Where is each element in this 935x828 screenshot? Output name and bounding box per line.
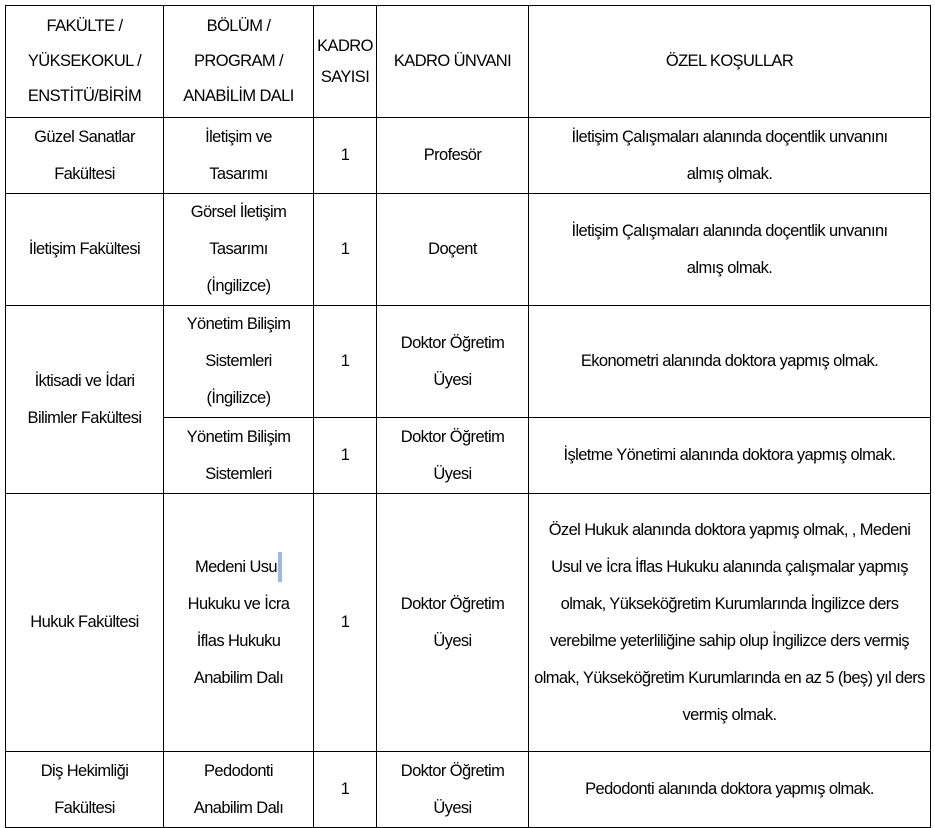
header-conditions: ÖZEL KOŞULLAR <box>529 6 931 118</box>
conditions-cell: Özel Hukuk alanında doktora yapmış olmak, , Medeni Usul ve İcra İflas Hukuku alanında çalışmalar yapmış olmak, Yükseköğretim Kurumlarında İngilizce ders verebilme yeterliliğine sahip olup İngilizce ders vermiş olmak, Yükseköğretim Kurumlarında en az 5 (beş) yıl ders vermiş olmak. <box>529 494 931 752</box>
program-cell: Pedodonti Anabilim Dalı <box>164 752 314 828</box>
count-cell: 1 <box>314 194 377 306</box>
title-cell: Doktor Öğretim Üyesi <box>377 306 529 418</box>
header-row <box>6 6 931 118</box>
conditions-cell: İletişim Çalışmaları alanında doçentlik unvanını almış olmak. <box>529 118 931 194</box>
count-cell: 1 <box>314 494 377 752</box>
count-cell: 1 <box>314 118 377 194</box>
table-row <box>6 752 931 828</box>
faculty-cell: İktisadi ve İdari Bilimler Fakültesi <box>6 306 164 494</box>
header-program: BÖLÜM / PROGRAM / ANABİLİM DALI <box>164 6 314 118</box>
title-cell: Doktor Öğretim Üyesi <box>377 752 529 828</box>
table-row <box>6 306 931 418</box>
program-cell: İletişim ve Tasarımı <box>164 118 314 194</box>
conditions-cell: Ekonometri alanında doktora yapmış olmak. <box>529 306 931 418</box>
program-cell: Yönetim Bilişim Sistemleri (İngilizce) <box>164 306 314 418</box>
faculty-cell: Diş Hekimliği Fakültesi <box>6 752 164 828</box>
document-page <box>5 5 931 828</box>
header-faculty: FAKÜLTE / YÜKSEKOKUL / ENSTİTÜ/BİRİM <box>6 6 164 118</box>
table-row <box>6 494 931 752</box>
conditions-cell: İletişim Çalışmaları alanında doçentlik unvanını almış olmak. <box>529 194 931 306</box>
count-cell: 1 <box>314 306 377 418</box>
faculty-cell: Hukuk Fakültesi <box>6 494 164 752</box>
faculty-cell: Güzel Sanatlar Fakültesi <box>6 118 164 194</box>
header-count: KADRO SAYISI <box>314 6 377 118</box>
title-cell: Doktor Öğretim Üyesi <box>377 494 529 752</box>
table-row <box>6 194 931 306</box>
count-cell: 1 <box>314 752 377 828</box>
program-cell: Medeni Usu Hukuku ve İcra İflas Hukuku Anabilim Dalı <box>164 494 314 752</box>
title-cell: Doktor Öğretim Üyesi <box>377 418 529 494</box>
header-title: KADRO ÜNVANI <box>377 6 529 118</box>
count-cell: 1 <box>314 418 377 494</box>
conditions-cell: İşletme Yönetimi alanında doktora yapmış olmak. <box>529 418 931 494</box>
program-cell: Yönetim Bilişim Sistemleri <box>164 418 314 494</box>
title-cell: Profesör <box>377 118 529 194</box>
staff-positions-table <box>5 5 931 828</box>
text-cursor-highlight <box>278 552 282 582</box>
conditions-cell: Pedodonti alanında doktora yapmış olmak. <box>529 752 931 828</box>
program-cell: Görsel İletişim Tasarımı (İngilizce) <box>164 194 314 306</box>
table-row <box>6 118 931 194</box>
faculty-cell: İletişim Fakültesi <box>6 194 164 306</box>
title-cell: Doçent <box>377 194 529 306</box>
